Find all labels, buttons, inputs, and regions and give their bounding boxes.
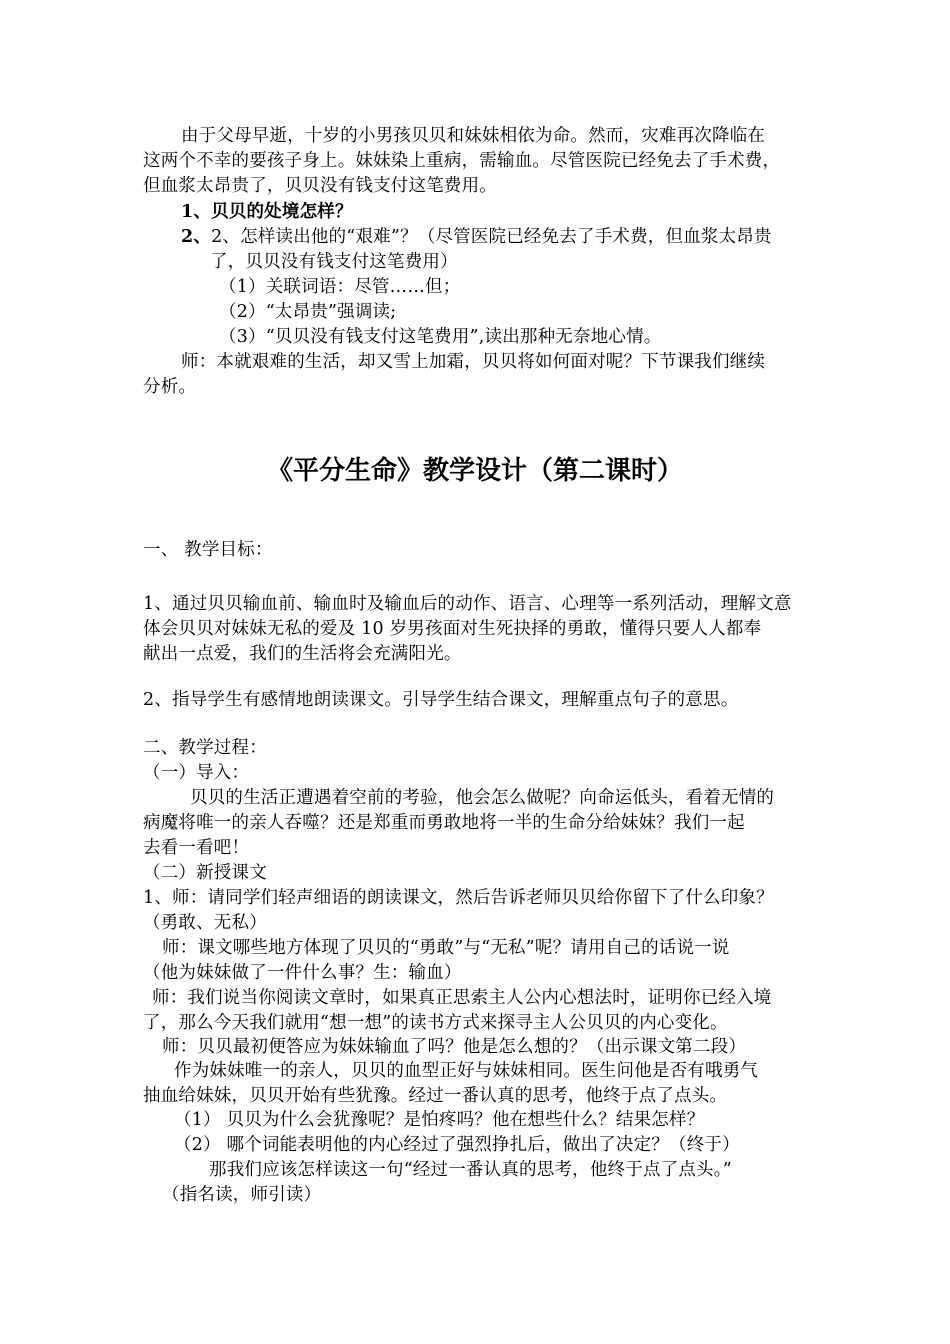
point-2: （2）“太昂贵”强调读; — [219, 302, 397, 322]
objective-1-line-1: 1、通过贝贝输血前、输血时及输血后的动作、语言、心理等一系列活动，理解文意 — [143, 594, 792, 614]
objective-1-line-3: 献出一点爱，我们的生活将会充满阳光。 — [143, 644, 462, 664]
step-1-line-2: （勇敢、无私） — [143, 913, 267, 933]
teacher-line-2: 分析。 — [143, 377, 197, 397]
intro-text-line-1: 贝贝的生活正遭遇着空前的考验，他会怎么做呢？向命运低头，看着无情的 — [190, 788, 775, 808]
intro-text-line-3: 去看一看吧！ — [143, 838, 250, 858]
teacher-1-line-2: （他为妹妹做了一件什么事？生：输血） — [143, 963, 462, 983]
objectives-heading: 一、 教学目标： — [143, 540, 273, 560]
question-2-text: 2、怎样读出他的“艰难”？（尽管医院已经免去了手术费，但血浆太昂贵 — [211, 227, 772, 247]
sub-question-2: （2） 哪个词能表明他的内心经过了强烈挣扎后，做出了决定？（终于） — [174, 1135, 740, 1155]
read-line-1: 那我们应该怎样读这一句“经过一番认真的思考，他终于点了点头。” — [209, 1160, 732, 1180]
read-line-2: （指名读，师引读） — [162, 1185, 322, 1205]
point-1: （1）关联词语：尽管……但； — [219, 277, 461, 297]
passage-line-2: 抽血给妹妹，贝贝开始有些犹豫。经过一番认真的思考，他终于点了点头。 — [143, 1086, 728, 1106]
question-1: 1、贝贝的处境怎样？ — [181, 202, 353, 222]
point-3: （3）“贝贝没有钱支付这笔费用”,读出那种无奈地心情。 — [219, 327, 662, 347]
teacher-3: 师：贝贝最初便答应为妹妹输血了吗？他是怎么想的？（出示课文第二段） — [162, 1037, 747, 1057]
passage-line-1: 作为妹妹唯一的亲人，贝贝的血型正好与妹妹相同。医生问他是否有哦勇气 — [174, 1061, 759, 1081]
teacher-2-line-1: 师：我们说当你阅读文章时，如果真正思索主人公内心想法时，证明你已经入境 — [152, 988, 772, 1008]
new-lesson-heading: （二）新授课文 — [143, 863, 267, 883]
step-1-line-1: 1、师：请同学们轻声细语的朗读课文，然后告诉老师贝贝给你留下了什么印象？ — [143, 888, 774, 908]
question-2-line-1: 2、2、怎样读出他的“艰难”？（尽管医院已经免去了手术费，但血浆太昂贵 — [181, 227, 772, 247]
process-heading: 二、教学过程： — [143, 738, 267, 758]
intro-text-line-2: 病魔将唯一的亲人吞噬？还是郑重而勇敢地将一半的生命分给妹妹？我们一起 — [143, 813, 745, 833]
question-2-line-2: 了，贝贝没有钱支付这笔费用） — [210, 252, 458, 272]
intro-line-1: 由于父母早逝，十岁的小男孩贝贝和妹妹相依为命。然而，灾难再次降临在 — [181, 126, 766, 146]
objective-1-line-2: 体会贝贝对妹妹无私的爱及 10 岁男孩面对生死抉择的勇敢，懂得只要人人都奉 — [143, 619, 762, 639]
page-title: 《平分生命》教学设计（第二课时） — [266, 456, 683, 486]
intro-section-heading: （一）导入： — [143, 763, 250, 783]
teacher-2-line-2: 了，那么今天我们就用“想一想”的读书方式来探寻主人公贝贝的内心变化。 — [143, 1013, 728, 1033]
sub-question-1: （1） 贝贝为什么会犹豫呢？是怕疼吗？他在想些什么？结果怎样？ — [174, 1110, 705, 1130]
intro-line-2: 这两个不幸的要孩子身上。妹妹染上重病，需输血。尽管医院已经免去了手术费， — [143, 151, 781, 171]
teacher-1-line-1: 师：课文哪些地方体现了贝贝的“勇敢”与“无私”呢？请用自己的话说一说 — [162, 938, 730, 958]
objective-2: 2、指导学生有感情地朗读课文。引导学生结合课文，理解重点句子的意思。 — [143, 690, 739, 710]
teacher-line-1: 师：本就艰难的生活，却又雪上加霜，贝贝将如何面对呢？下节课我们继续 — [181, 352, 766, 372]
intro-line-3: 但血浆太昂贵了，贝贝没有钱支付这笔费用。 — [143, 176, 497, 196]
